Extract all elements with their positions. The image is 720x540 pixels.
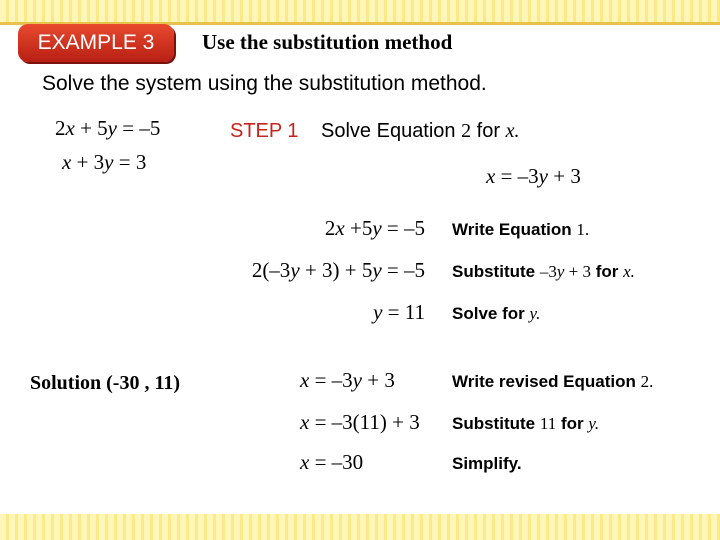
note-var: y.: [588, 414, 600, 433]
top-decorative-stripe: [0, 0, 720, 22]
expr-part: = –3(11) + 3: [309, 410, 420, 434]
expr-part: = –5: [381, 258, 425, 282]
expr-part: +5: [344, 216, 373, 240]
work-note-5: [452, 414, 599, 434]
example-badge-label: EXAMPLE 3: [37, 31, 155, 54]
bottom-decorative-stripe: [0, 514, 720, 540]
step-text: for: [471, 120, 506, 142]
note-var: y: [556, 262, 565, 281]
note-text: Substitute: [452, 414, 540, 433]
result-part: + 3: [548, 164, 581, 188]
expr-var: y: [373, 300, 383, 324]
step-label: STEP 1: [230, 120, 299, 142]
note-var: y.: [529, 304, 541, 323]
expr-var: y: [290, 258, 300, 282]
expr-part: = –3: [309, 368, 353, 392]
expr-var: y: [372, 258, 382, 282]
expr-var: x: [300, 410, 310, 434]
step-text: Solve Equation: [321, 120, 462, 142]
work-note-1: [452, 220, 589, 240]
work-note-2: [452, 262, 635, 282]
work-expression-6: [300, 450, 363, 475]
expr-part: + 3) + 5: [299, 258, 373, 282]
note-text: for: [590, 262, 624, 281]
note-text: Write revised Equation: [452, 372, 641, 391]
result-part: = –3: [495, 164, 539, 188]
expr-part: 2: [324, 216, 336, 240]
work-note-4: [452, 372, 653, 392]
note-text: for: [556, 414, 589, 433]
note-math: + 3: [564, 262, 591, 281]
note-math: 11: [539, 414, 557, 433]
expr-part: = 11: [382, 300, 425, 324]
work-note-6: [452, 454, 522, 474]
result-var-y: y: [538, 164, 548, 188]
expr-part: = –30: [309, 450, 364, 474]
note-math: –3: [539, 262, 557, 281]
note-equation-number: 1.: [576, 220, 590, 239]
example-badge: [18, 24, 174, 62]
eq2-part: = 3: [113, 150, 147, 174]
note-text: Substitute: [452, 262, 540, 281]
step-result: [486, 164, 581, 189]
step-header: [230, 120, 519, 143]
eq2-var-y: y: [104, 150, 114, 174]
eq2-var-x: x: [62, 150, 72, 174]
work-note-3: [452, 304, 540, 324]
note-text: Solve for: [452, 304, 530, 323]
work-expression-5: [300, 410, 420, 435]
system-equation-2: [62, 150, 146, 175]
eq2-part: + 3: [71, 150, 105, 174]
note-text: Simplify.: [452, 454, 522, 473]
expr-var: y: [352, 368, 362, 392]
expr-part: + 3: [362, 368, 395, 392]
expr-part: 2(–3: [251, 258, 291, 282]
work-expression-2: [200, 258, 425, 283]
eq1-var-y: y: [107, 116, 117, 140]
work-expression-1: [200, 216, 425, 241]
step-variable: x.: [505, 120, 520, 142]
expr-var: y: [372, 216, 382, 240]
eq1-part: + 5: [74, 116, 108, 140]
expr-var: x: [300, 450, 310, 474]
solution-statement: Solution (-30 , 11): [30, 372, 181, 394]
work-expression-4: [300, 368, 395, 393]
intro-instruction: Solve the system using the substitution method.: [42, 72, 487, 95]
work-expression-3: [200, 300, 425, 325]
result-var-x: x: [486, 164, 496, 188]
eq1-part: = –5: [117, 116, 161, 140]
eq1-part: 2: [55, 116, 66, 140]
expr-part: = –5: [381, 216, 425, 240]
system-equation-1: [55, 116, 160, 141]
note-var: x.: [623, 262, 635, 281]
expr-var: x: [335, 216, 345, 240]
lesson-title: Use the substitution method: [202, 30, 453, 54]
note-text: Write Equation: [452, 220, 577, 239]
note-equation-number: 2.: [640, 372, 654, 391]
eq1-var-x: x: [65, 116, 75, 140]
expr-var: x: [300, 368, 310, 392]
step-equation-number: 2: [461, 120, 472, 142]
